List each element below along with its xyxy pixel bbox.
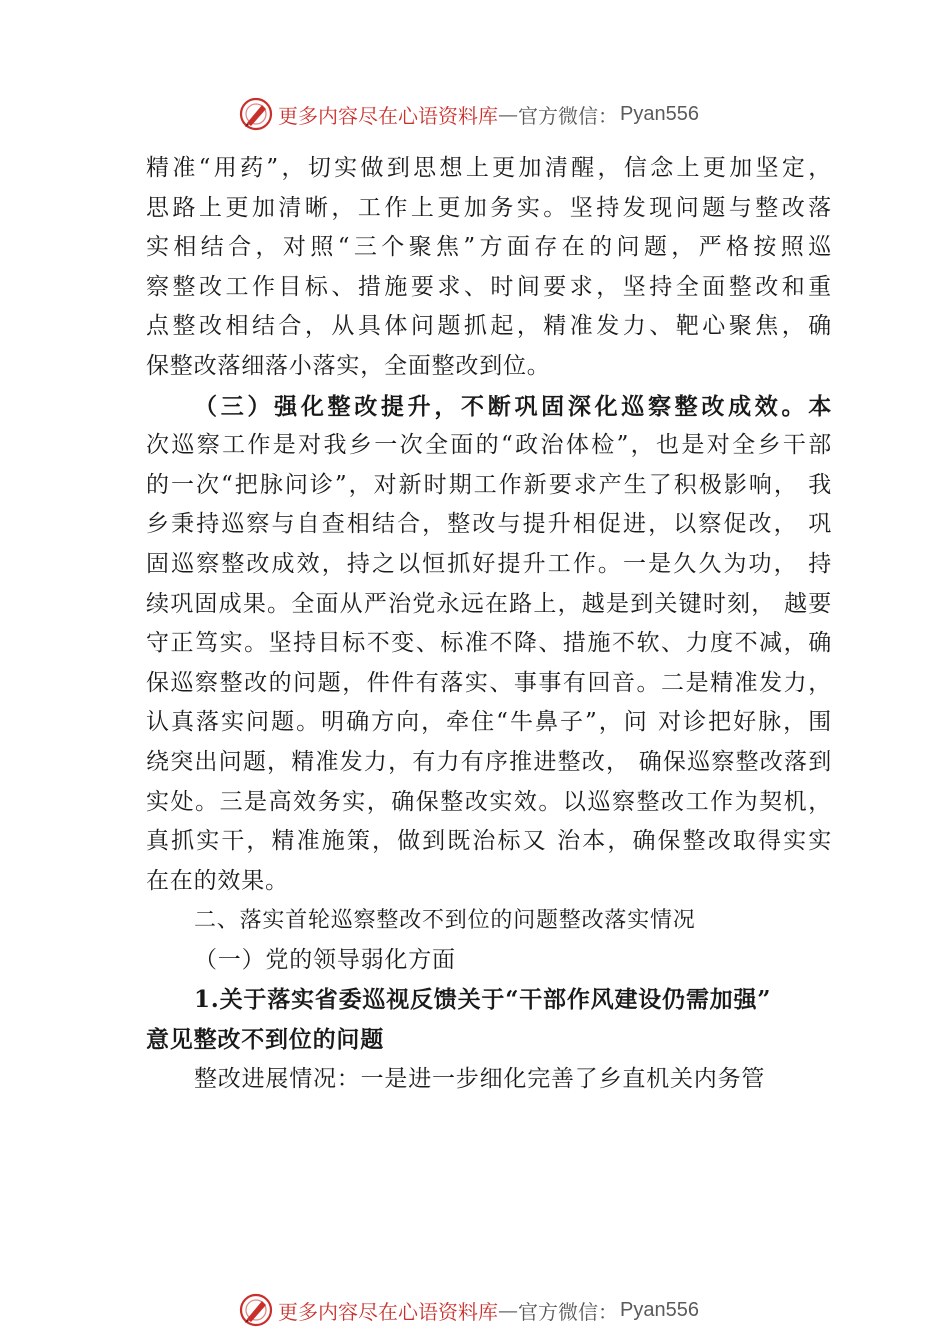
text-line: 认真落实问题。明确方向，牵住“牛鼻子”，问 对诊把好脉，围 [146,709,832,736]
text-line: 的一次“把脉问诊”，对新时期工作新要求产生了积极影响， 我 [146,471,832,498]
text-line: 固巡察整改成效，持之以恒抓好提升工作。一是久久为功， 持 [146,550,832,577]
document-body [146,149,832,1099]
footer-wechat-label: 官方微信： [518,1299,618,1324]
text-line: 真抓实干，精准施策，做到既治标又 治本，确保整改取得实实 [146,828,832,855]
item-heading-continued: 意见整改不到位的问题 [146,1026,384,1054]
pen-logo-icon [238,1292,274,1328]
subsection-heading: （一）党的领导弱化方面 [194,946,456,973]
section-heading-three: （三）强化整改提升，不断巩固深化巡察整改成效。本 [194,392,832,420]
header-wechat-id: Pyan556 [620,102,699,125]
text-line: 乡秉持巡察与自查相结合，整改与提升相促进，以察促改， 巩 [146,511,832,538]
header-dash: — [498,102,518,126]
footer-brand-text: 更多内容尽在心语资料库 [278,1299,498,1324]
item-heading: 1.关于落实省委巡视反馈关于“干部作风建设仍需加强” [194,986,772,1014]
text-line: 续巩固成果。全面从严治党永远在路上，越是到关键时刻， 越要 [146,590,832,617]
text-line: 守正笃实。坚持目标不变、标准不降、措施不软、力度不减，确 [146,630,832,657]
pen-logo-icon [238,96,274,132]
footer-wechat-id: Pyan556 [620,1298,699,1321]
text-line: 实相结合，对照“三个聚焦”方面存在的问题，严格按照巡 [146,234,832,261]
section-heading-two: 二、落实首轮巡察整改不到位的问题整改落实情况 [194,908,696,934]
text-line: 次巡察工作是对我乡一次全面的“政治体检”，也是对全乡干部 [146,432,832,459]
text-line: 思路上更加清晰，工作上更加务实。坚持发现问题与整改落 [146,194,832,221]
text-line: 保巡察整改的问题，件件有落实、事事有回音。二是精准发力， [146,669,832,696]
text-line: 精准“用药”，切实做到思想上更加清醒，信念上更加坚定， [146,155,832,181]
text-line: 保整改落细落小落实，全面整改到位。 [146,352,551,379]
text-line: 整改进展情况：一是进一步细化完善了乡直机关内务管 [194,1065,766,1092]
footer-banner [238,1290,699,1330]
text-line: 实处。三是高效务实，确保整改实效。以巡察整改工作为契机， [146,788,832,815]
header-brand-text: 更多内容尽在心语资料库 [278,103,498,128]
footer-dash: — [498,1298,518,1322]
text-line: 察整改工作目标、措施要求、时间要求，坚持全面整改和重 [146,273,832,300]
text-line: 绕突出问题，精准发力，有力有序推进整改， 确保巡察整改落到 [146,748,832,775]
text-line: 在在的效果。 [146,867,289,894]
header-wechat-label: 官方微信： [518,103,618,128]
text-line: 点整改相结合，从具体问题抓起，精准发力、靶心聚焦，确 [146,313,832,340]
header-banner [238,94,699,134]
